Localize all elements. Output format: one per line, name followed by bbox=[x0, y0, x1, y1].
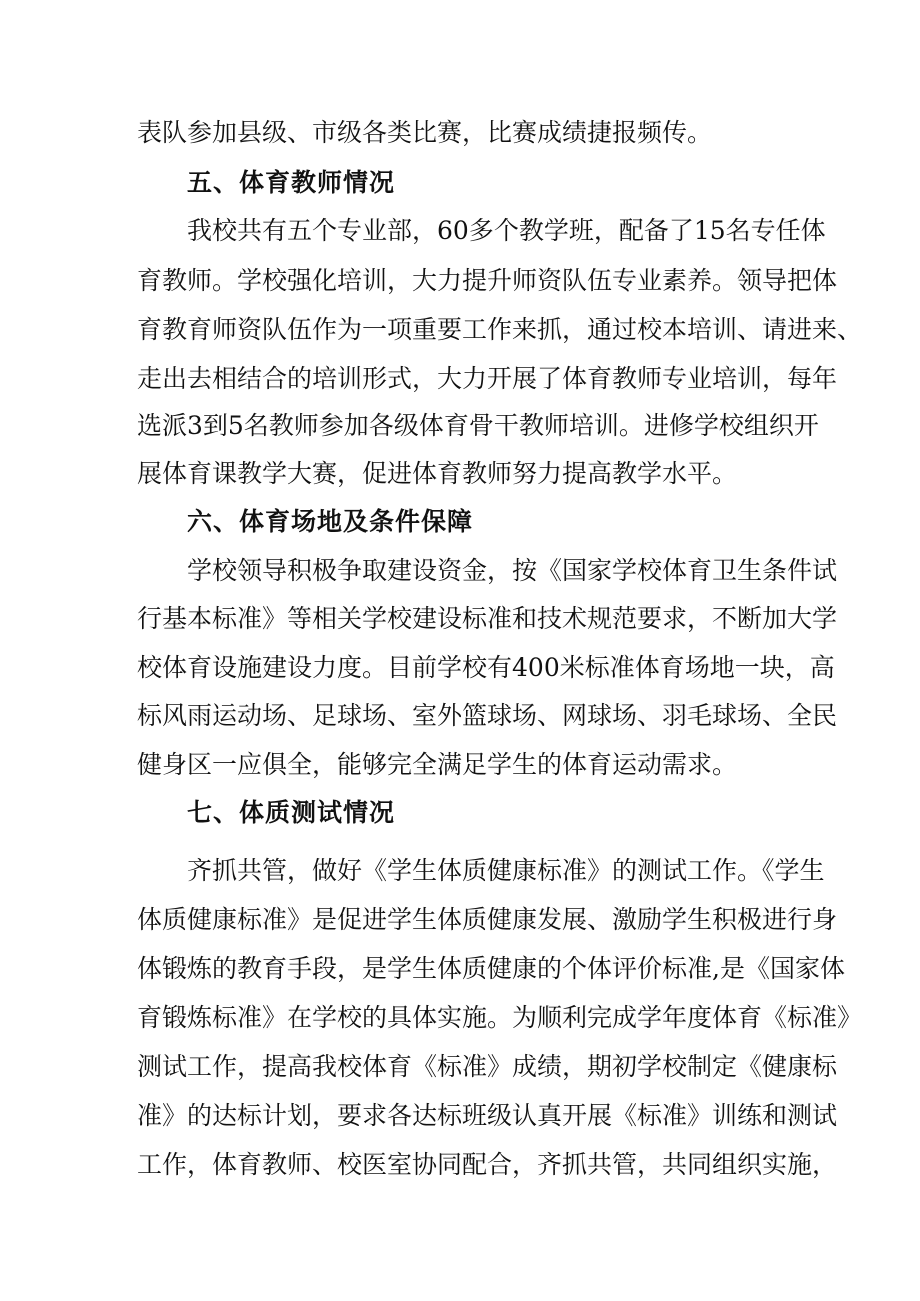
paragraph-line: 标风雨运动场、足球场、室外篮球场、网球场、羽毛球场、全民 bbox=[137, 701, 838, 730]
paragraph-line: 准》的达标计划，要求各达标班级认真开展《标准》训练和测试 bbox=[137, 1101, 838, 1130]
paragraph-line: 体锻炼的教育手段，是学生体质健康的个体评价标准,是《国家体 bbox=[137, 954, 845, 983]
paragraph-line: 校体育设施建设力度。目前学校有400米标准体育场地一块，高 bbox=[137, 653, 835, 682]
paragraph-line: 体质健康标准》是促进学生体质健康发展、激励学生积极进行身 bbox=[137, 905, 838, 934]
paragraph-line: 走出去相结合的培训形式，大力开展了体育教师专业培训，每年 bbox=[137, 364, 838, 393]
paragraph-line: 展体育课教学大赛，促进体育教师努力提高教学水平。 bbox=[137, 459, 738, 488]
paragraph-line: 齐抓共管，做好《学生体质健康标准》的测试工作。《学生 bbox=[187, 856, 825, 885]
paragraph-line: 学校领导积极争取建设资金，按《国家学校体育卫生条件试 bbox=[187, 556, 838, 585]
paragraph-line: 育教师。学校强化培训，大力提升师资队伍专业素养。领导把体 bbox=[137, 266, 838, 295]
section-heading-7: 七、体质测试情况 bbox=[187, 798, 396, 827]
section-heading-5: 五、体育教师情况 bbox=[187, 168, 396, 197]
paragraph-line: 工作，体育教师、校医室协同配合，齐抓共管，共同组织实施， bbox=[137, 1150, 838, 1179]
paragraph-line: 我校共有五个专业部，60多个教学班，配备了15名专任体 bbox=[187, 216, 826, 245]
section-heading-6: 六、体育场地及条件保障 bbox=[187, 507, 474, 536]
paragraph-line: 表队参加县级、市级各类比赛，比赛成绩捷报频传。 bbox=[137, 118, 713, 147]
paragraph-line: 行基本标准》等相关学校建设标准和技术规范要求，不断加大学 bbox=[137, 604, 838, 633]
paragraph-line: 选派3到5名教师参加各级体育骨干教师培训。进修学校组织开 bbox=[137, 411, 819, 440]
paragraph-line: 健身区一应俱全，能够完全满足学生的体育运动需求。 bbox=[137, 750, 738, 779]
paragraph-line: 育教育师资队伍作为一项重要工作来抓，通过校本培训、请进来、 bbox=[137, 315, 863, 344]
paragraph-line: 育锻炼标准》在学校的具体实施。为顺利完成学年度体育《标准》 bbox=[137, 1003, 863, 1032]
paragraph-line: 测试工作，提高我校体育《标准》成绩，期初学校制定《健康标 bbox=[137, 1052, 838, 1081]
